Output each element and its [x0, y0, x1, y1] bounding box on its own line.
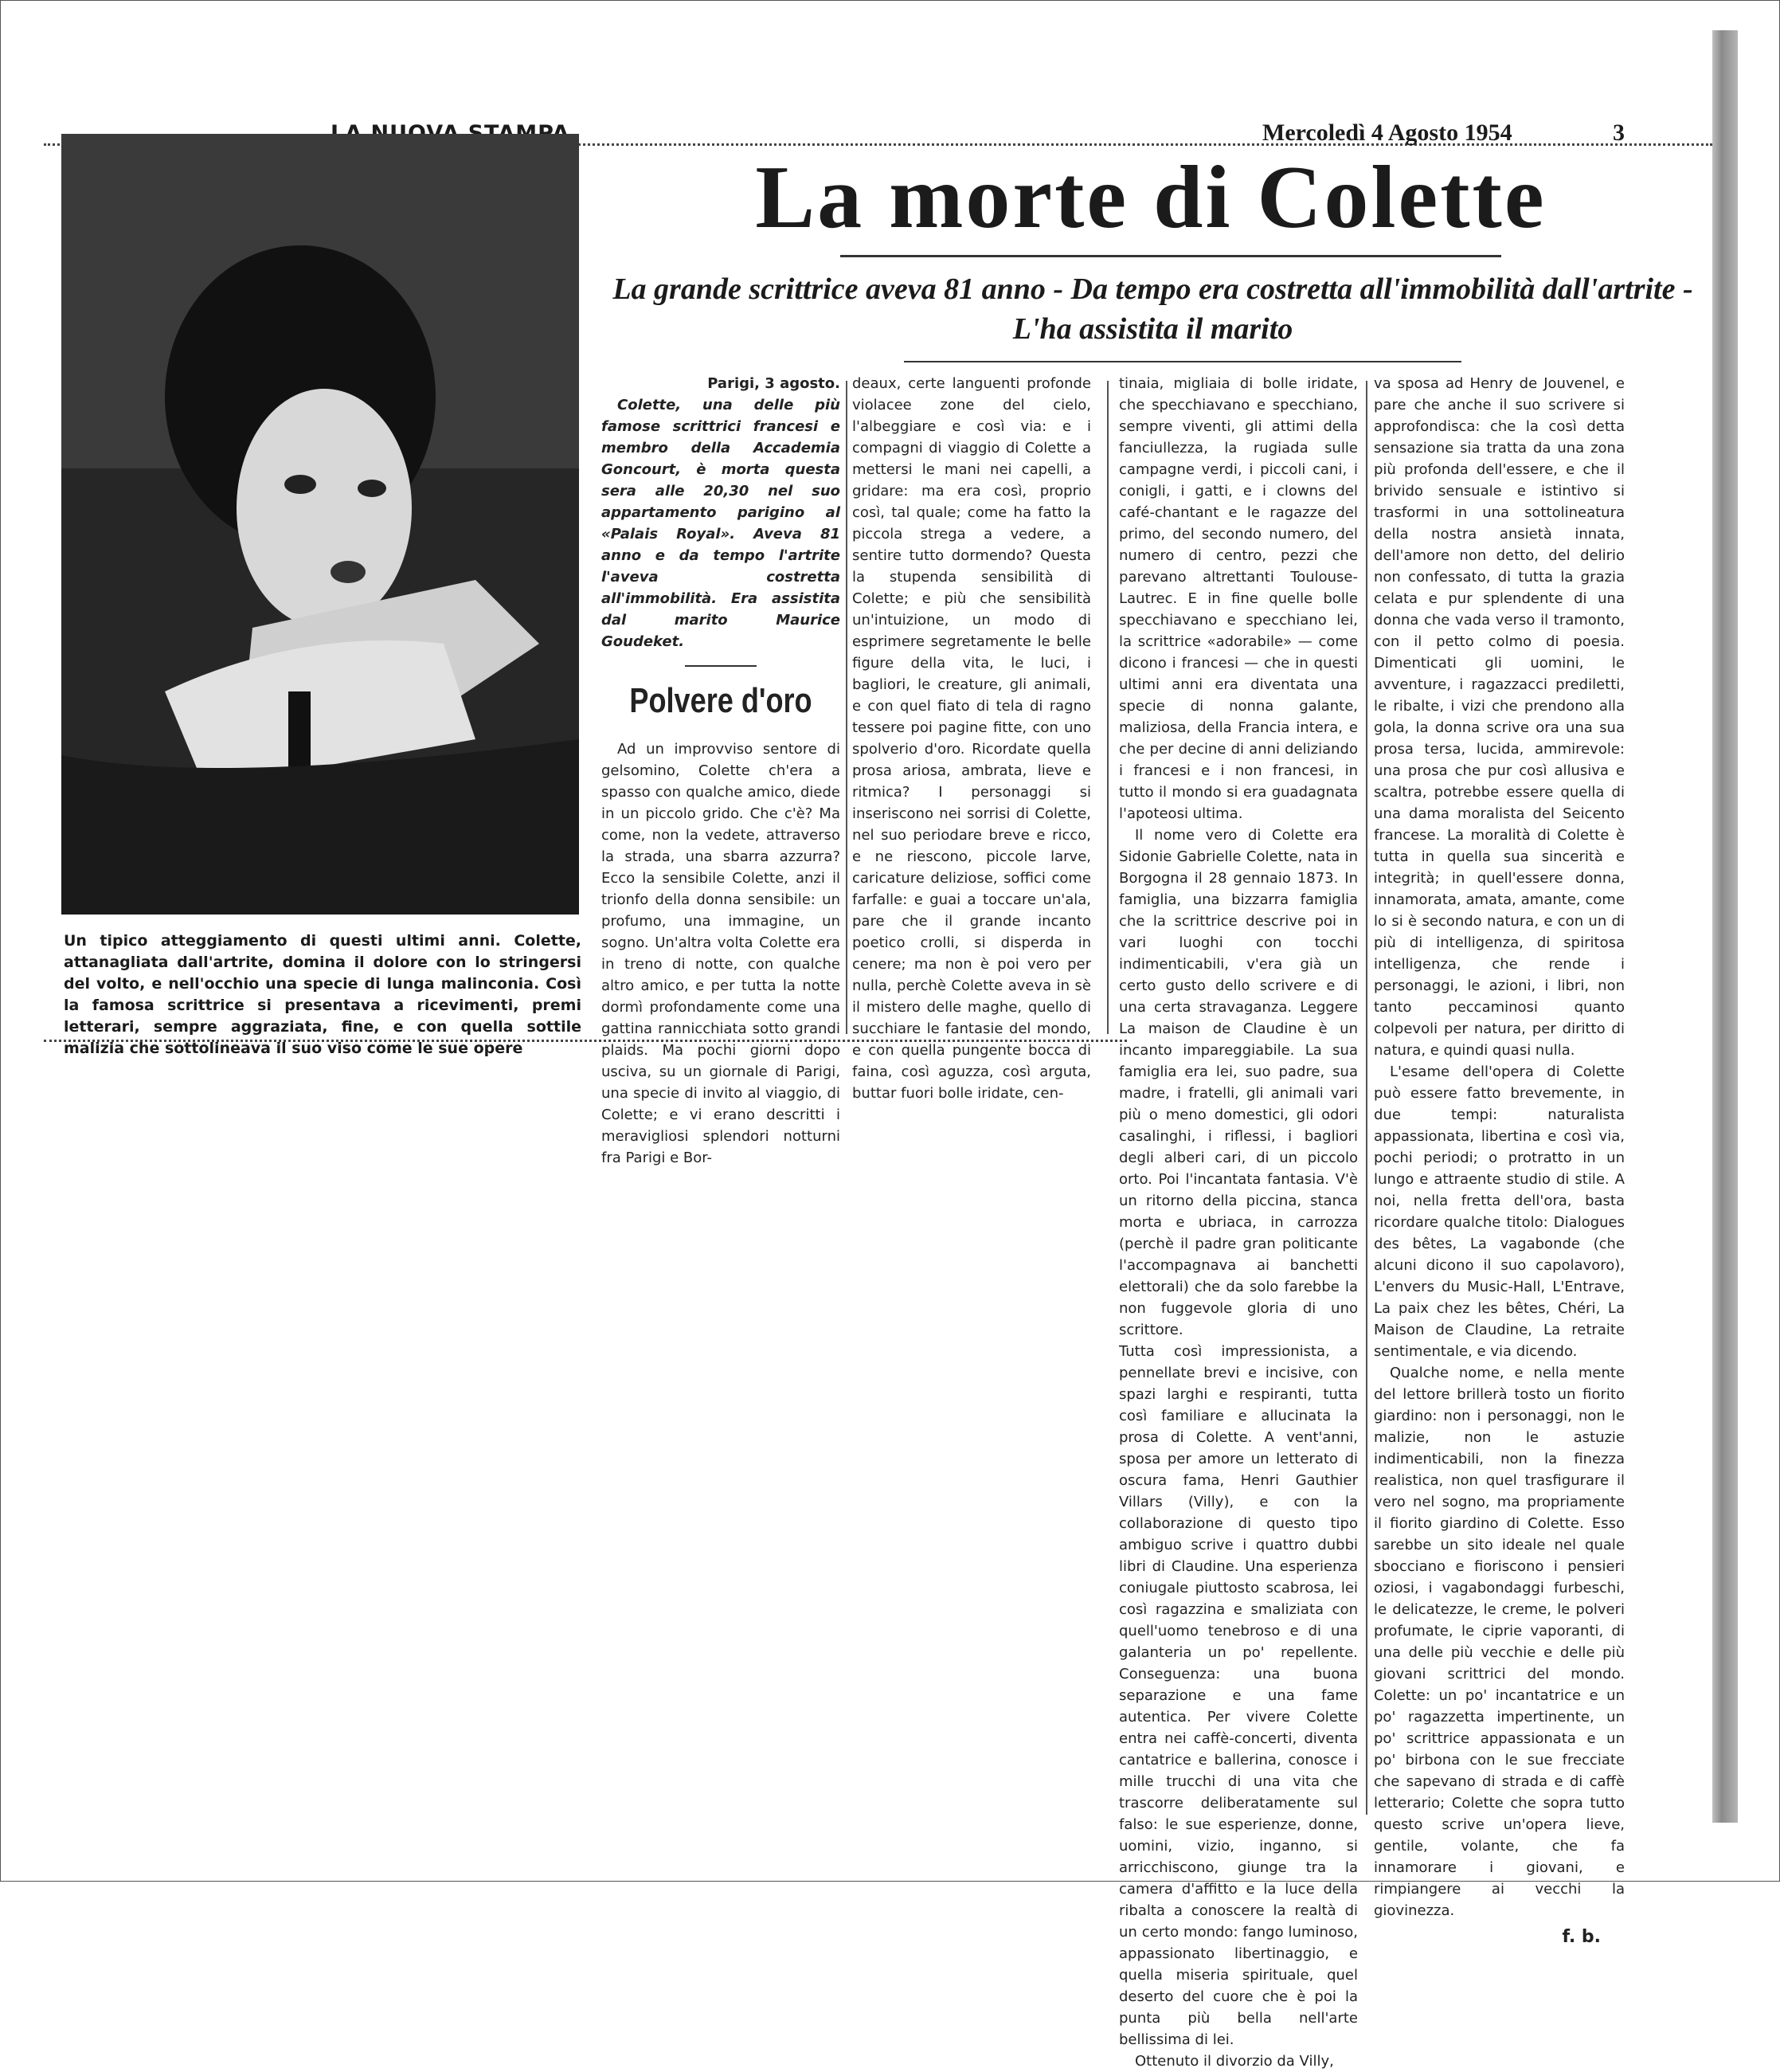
photo-image	[61, 134, 579, 915]
headline: La morte di Colette	[755, 148, 1547, 247]
paragraph: Tutta così impressionista, a pennellate brevi e incisive, con spazi larghi e respiranti, tutta così familiare e allucinata la prosa di Colette. A vent'anni, sposa per amore un letterato di oscura fama, Henri Gauthier Villars (Villy), e con la collaborazione di questo tipo ambiguo scrive i quattro dubbi libri di Claudine. Una esperienza coniugale piuttosto scabrosa, lei così ragazzina e smaliziata con quell'uomo tenebroso e di una galanteria un po' repellente. Conseguenza: una buona separazione e una fame autentica. Per vivere Colette entra nei caffè-concerti, diventa cantatrice e ballerina, conosce i mille trucchi di una vita che trascorre deliberatamente sul falso: le sue esperienze, donne, uomini, vizio, inganno, si arricchiscono, giunge tra la camera d'affitto e la luce della ribalta a conoscere la realtà di un certo mondo: fango luminoso, appassionato libertinaggio, e quella miseria spirituale, quel deserto del cuore che è poi la punta più bella nell'arte bellissima di lei.	[1119, 1343, 1358, 2048]
column-rule	[1107, 381, 1109, 1034]
scan-edge	[1711, 30, 1738, 1823]
article-abstract: Colette, una delle più famose scrittrici francesi e membro della Accademia Goncourt, è morta questa sera alle 20,30 nel suo appartamento parigino al «Palais Royal». Aveva 81 anno e da tempo l'artrite l'aveva costretta all'immobilità. Era assistita dal marito Maurice Goudeket.	[601, 397, 840, 650]
paragraph: va sposa ad Henry de Jouvenel, e pare che anche il suo scrivere si approfondisca: che la così detta sensazione sia tratta da una zona più profonda dell'essere, e che il brivido sensuale e istintivo si trasformi in una sottolineatura della nostra ansietà innata, dell'amore non detto, del delirio non confessato, di tutta la grazia celata e pur splendente di una donna che vada verso il tramonto, con il petto colmo di poesia. Dimenticati gli uomini, le avventure, i ragazzacci prediletti, le ribalte, i vizi che prendono alla gola, la donna scrive ora una sua prosa tersa, lucida, ammirevole: una prosa che pur così allusiva e scaltra, potrebbe essere quella di una dama moralista del Seicento francese. La moralità di Colette è tutta in quella sua sincerità e integrità; in quell'essere donna, innamorata, amata, amante, come lo si è secondo natura, e con un di più di intelligenza, di spiritosa intelligenza, che rende i personaggi, le azioni, i libri, non tanto peccaminosi quanto colpevoli per natura, per diritto di natura, e quindi quasi nulla.	[1374, 375, 1625, 1059]
section-title: Polvere d'oro	[629, 681, 812, 720]
paragraph: Ad un improvviso sentore di gelsomino, Colette ch'era a spasso con qualche amico, diede in un piccolo grido. Che c'è? Ma come, non la vedete, attraverso la strada, una sbarra azzurra? Ecco la sensibile Colette, anzi il trionfo della donna sensibile: un profumo, una immagine, un sogno. Un'altra volta Colette era in treno di notte, con qualche altro amico, e per tutta la notte dormì profondamente come una gattina rannicchiata sotto grandi plaids. Ma pochi giorni dopo usciva, su un giornale di Parigi, una specie di invito al viaggio, di Colette; e vi erano descritti i meravigliosi splendori notturni fra Parigi e Bor-	[601, 741, 840, 1166]
headline-rule	[840, 255, 1501, 257]
article-column-2	[852, 373, 1091, 1104]
author-signature: f. b.	[1562, 1927, 1601, 1947]
subheadline-rule	[904, 361, 1461, 362]
subheadline: La grande scrittrice aveva 81 anno - Da tempo era costretta all'immobilità dall'artrite - L'ha assistita il marito	[612, 272, 1693, 346]
paragraph: Ottenuto il divorzio da Villy,	[1135, 2053, 1334, 2070]
page-number: 3	[1613, 119, 1625, 146]
colette-photo	[61, 134, 579, 915]
paragraph: Qualche nome, e nella mente del lettore brillerà tosto un fiorito giardino: non i personaggi, non le malizie, non le astuzie indimenticabili, non la finezza realistica, non quel trasfigurare il vero nel sogno, ma propriamente il fiorito giardino di Colette. Esso sarebbe un sito ideale nel quale sbocciano e fioriscono i pensieri oziosi, i vagabondaggi furbeschi, le delicatezze, le creme, le polveri profumate, le ciprie vaporanti, di una delle più vecchie e delle più giovani scrittrici del mondo. Colette: un po' incantatrice e un po' ragazzetta impertinente, un po' scrittrice appassionata e un po' birbona con le sue frecciate che sapevano di strada e di caffè letterario; Colette che sopra tutto questo scrive un'opera lieve, gentile, volante, che fa innamorare i giovani, e rimpiangere ai vecchi la giovinezza.	[1374, 1365, 1625, 1919]
newspaper-page	[44, 30, 1712, 2070]
dateline: Parigi, 3 agosto.	[707, 375, 840, 392]
column-rule	[1366, 381, 1367, 1815]
issue-date: Mercoledì 4 Agosto 1954	[1262, 119, 1512, 146]
section-rule	[685, 665, 757, 667]
paragraph: Il nome vero di Colette era Sidonie Gabrielle Colette, nata in Borgogna il 28 gennaio 1873. In famiglia, una bizzarra famiglia che la scrittrice descrive poi in vari luoghi con tocchi indimenticabili, v'era già un certo gusto dello scrivere e di una certa stravaganza. Leggere La maison de Claudine è un incanto impareggiabile. La sua famiglia era lei, suo padre, sua madre, i fratelli, gli animali vari più o meno domestici, gli odori casalinghi, i riflessi, i bagliori degli alberi cari, di un piccolo orto. Poi l'incantata fantasia. V'è un ritorno della piccina, stanca morta e ubriaca, in carrozza (perchè il padre gran politicante l'accompagnava ai banchetti elettorali) che da solo farebbe la non fuggevole gloria di uno scrittore.	[1119, 827, 1358, 1338]
article-column-4	[1374, 373, 1625, 1948]
article-column-3	[1119, 373, 1358, 2072]
paragraph: L'esame dell'opera di Colette può essere fatto brevemente, in due tempi: naturalista appassionata, libertina e così via, pochi periodi; o protratto in un lungo e attraente studio di stile. A noi, nella fretta dell'ora, basta ricordare qualche titolo: Dialogues des bêtes, La vagabonde (che alcuni dicono il suo capolavoro), L'envers du Music-Hall, L'Entrave, La paix chez les bêtes, Chéri, La Maison de Claudine, La retraite sentimentale, e via dicendo.	[1374, 1063, 1625, 1360]
paragraph: deaux, certe languenti profonde violacee zone del cielo, l'albeggiare e così via: e i compagni di viaggio di Colette a mettersi le mani nei capelli, a gridare: ma era così, proprio così, tal quale; come ha fatto la piccola strega a vedere, a sentire tutto dormendo? Questa la stupenda sensibilità di Colette; e più che sensibilità un'intuizione, un modo di esprimere segretamente le belle figure della vita, le luci, i bagliori, le creature, gli animali, e con quel fiato di tela di ragno tessere poi pagine fitte, con uno spolverio d'oro. Ricordate quella prosa ariosa, ambrata, lieve e ritmica? I personaggi si inseriscono nei sorrisi di Colette, nel suo periodare breve e ricco, e ne riescono, piccole larve, caricature deliziose, soffici come farfalle: e guai a toccare un'ala, pare che il grande incanto poetico crolli, si disperda in cenere; ma non è poi vero per nulla, perchè Colette aveva in sè il mistero delle maghe, quello di succhiare le fantasie del mondo, e con quella pungente bocca di faina, così aguzza, così arguta, buttar fuori bolle iridate, cen-	[852, 375, 1091, 1102]
column-rule	[846, 381, 847, 1034]
photo-caption: Un tipico atteggiamento di questi ultimi anni. Colette, attanagliata dall'artrite, domina il dolore con lo stringersi del volto, e nell'occhio una specie di lunga malinconia. Così la famosa scrittrice si presentava a ricevimenti, premi letterari, sempre aggraziata, fine, e con quella sottile malizia che sottolineava il suo viso come le sue opere	[64, 932, 581, 1057]
article-column-1	[601, 373, 840, 1169]
paragraph: tinaia, migliaia di bolle iridate, che specchiavano e specchiano, sempre viventi, gli attimi della fanciullezza, la rugiada sulle campagne verdi, i piccoli cani, i conigli, i gatti, e i clowns del café-chantant e le ragazze del primo, del secondo numero, del numero di centro, pezzi che parevano altrettanti Toulouse-Lautrec. E in fine quelle bolle specchiavano e specchiano lei, la scrittrice «adorabile» — come dicono i francesi — che in questi ultimi anni era diventata una specie di nonna galante, maliziosa, della Francia intera, e che per decine di anni deliziando i francesi e i non francesi, in tutto il mondo si era guadagnata l'apoteosi ultima.	[1119, 375, 1358, 822]
